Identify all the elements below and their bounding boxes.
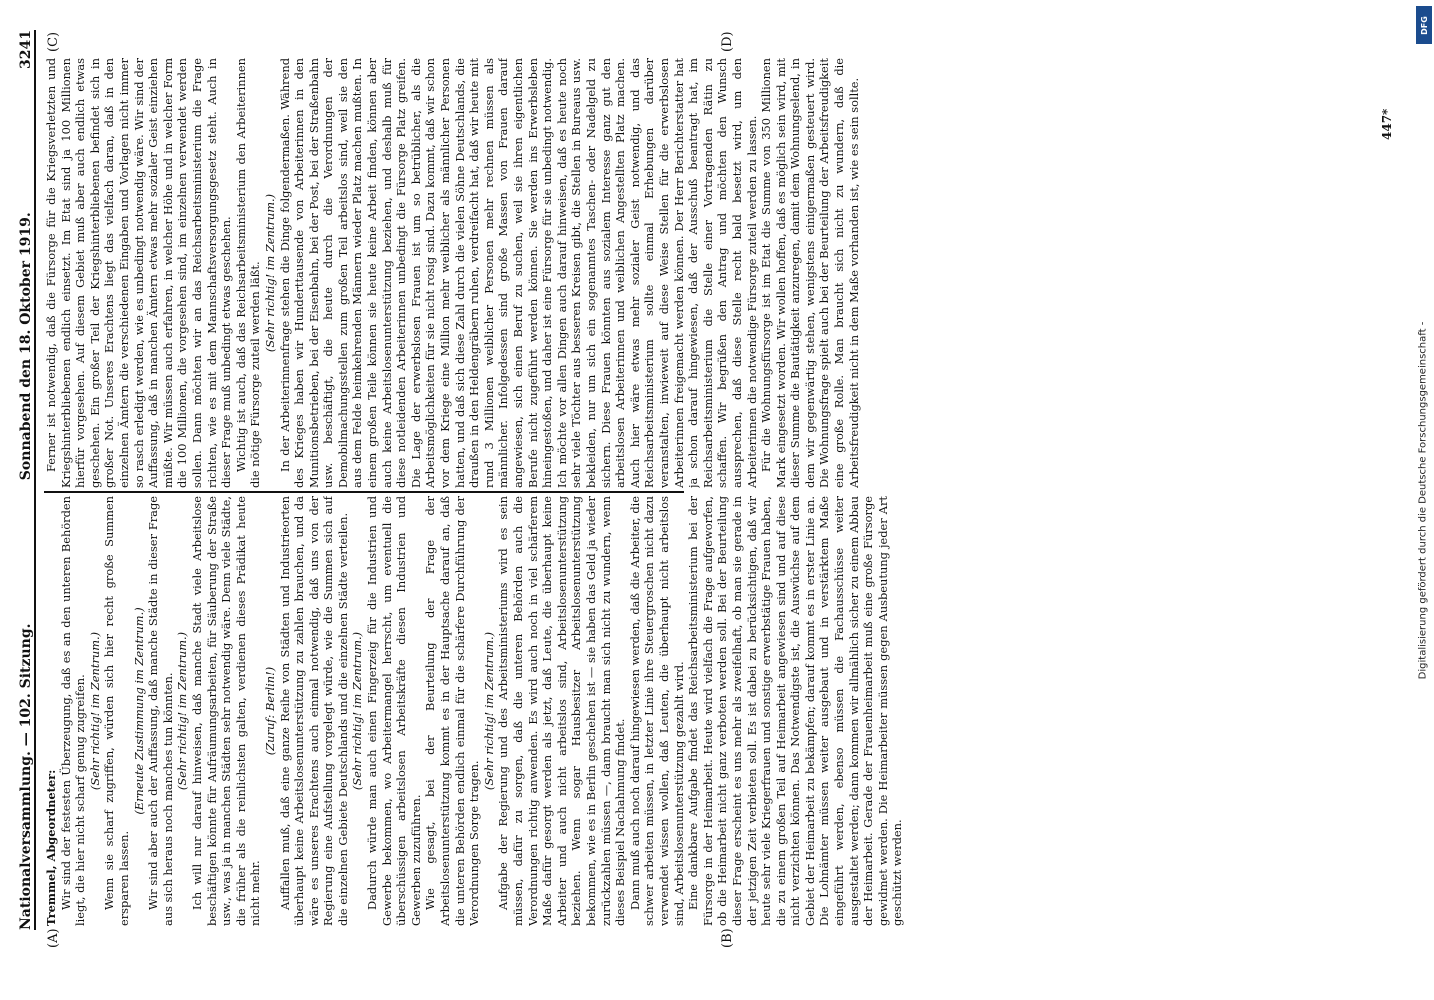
- paragraph: Wichtig ist auch, daß das Reichsarbeitsministerium den Arbeiterinnen die nötige Fürsorge zuteil werden läßt.: [233, 58, 263, 488]
- interjection: (Sehr richtig! im Zentrum.): [87, 631, 102, 791]
- page-number: 3241: [18, 30, 34, 69]
- paragraph: Aufgabe der Regierung und des Arbeitsministeriums wird es sein müssen, dafür zu sorgen, daß die unteren Behörden auch die Verordnungen richtig anwenden. Es wird auch noch in viel schärferem Maße dafür gesorgt werden als jetzt, daß Leute, die überhaupt keine Arbeiter und auch nicht arbeitslos sind, Arbeitslosenunterstützung beziehen. Wenn sogar Hausbesitzer Arbeitslosenunterstützung bekommen, wie es in Berlin geschehen ist — sie haben das Geld ja wieder zurückzahlen müssen —, dann braucht man sich nicht zu wundern, wenn dieses Beispiel Nachahmung findet.: [496, 496, 628, 926]
- header-left: Nationalversammlung. — 102. Sitzung.: [18, 623, 34, 930]
- paragraph: Wie gesagt, bei der Beurteilung der Frage der Arbeitslosenunterstützung kommt es in der Hauptsache darauf an, daß die unteren Behörden endlich einmal für die schärfere Durchführung der Verordnungen Sorge tragen.: [423, 496, 482, 926]
- margin-ref-a: (A): [46, 928, 61, 948]
- interjection: (Sehr richtig! im Zentrum.): [350, 631, 365, 791]
- digitization-note: Digitalisierung gefördert durch die Deutsche Forschungsgemeinschaft -: [1417, 321, 1429, 679]
- paragraph: Wir sind der festesten Überzeugung, daß es an den unteren Behörden liegt, die hier nicht scharf genug zugreifen.: [58, 496, 88, 926]
- paragraph: In der Arbeiterinnenfrage stehen die Dinge folgendermaßen. Während des Krieges haben wir Hunderttausende von Arbeiterinnen in den Munitionsbetrieben, bei der Eisenbahn, bei der Post, bei der Straßenbahn usw. beschäftigt, die heute durch die Verordnungen der Demobilmachungsstellen zum großen Teil arbeitslos sind, weil sie den aus dem Felde heimkehrenden Männern wieder Platz machen mußten. In einem großen Teile können sie heute keine Arbeit finden, können aber auch keine Arbeitslosenunterstützung beziehen, und deshalb muß für diese notleidenden Arbeiterinnen unbedingt die Fürsorge Platz greifen. Die Lage der erwerbslosen Frauen ist um so betrüblicher, als die Arbeitsmöglichkeiten für sie nicht rosig sind. Dazu kommt, daß wir schon vor dem Kriege eine Million mehr weiblicher als männlicher Personen hatten, und daß sich diese Zahl durch die vielen Söhne Deutschlands, die draußen in den Heldengräbern ruhen, verdreifacht hat, daß wir heute mit rund 3 Millionen weiblicher Personen mehr rechnen müssen als männlicher. Infolgedessen sind große Massen von Frauen darauf angewiesen, sich einen Beruf zu suchen, weil sie ihren eigentlichen Berufe nicht zugeführt werden können. Sie werden ins Erwerbsleben hineingestoßen, und daher ist eine Fürsorge für sie unbedingt notwendig. Ich möchte vor allen Dingen auch darauf hinweisen, daß es heute noch sehr viele Töchter aus besseren Kreisen gibt, die Stellen in Bureaus usw. bekleiden, nur um sich ein sogenanntes Taschen- oder Nadelgeld zu sichern. Diese Frauen könnten aus sozialem Interesse ganz gut den arbeitslosen Arbeiterinnen und weiblichen Angestellten Platz machen. Auch hier wäre etwas mehr sozialer Geist notwendig, und das Reichsarbeitsministerium sollte einmal Erhebungen darüber veranstalten, inwieweit auf diese Weise Stellen für die erwerbslosen Arbeiterinnen freigemacht werden können. Der Herr Berichterstatter hat ja schon darauf hingewiesen, daß der Ausschuß beantragt hat, im Reichsarbeitsministerium die Stelle einer Vortragenden Rätin zu schaffen. Wir begrüßen den Antrag und möchten den Wunsch aussprechen, daß diese Stelle recht bald besetzt wird, um den Arbeiterinnen die notwendige Fürsorge zuteil werden zu lassen.: [277, 58, 759, 488]
- digitization-sidebar: [1412, 0, 1434, 1000]
- interjection: (Sehr richtig! im Zentrum.): [175, 631, 190, 791]
- page-header: [8, 30, 36, 930]
- dfg-logo-text: DFG: [1419, 15, 1429, 35]
- header-date: Sonnabend den 18. Oktober 1919.: [18, 212, 34, 481]
- interjection: (Sehr richtig! im Zentrum.): [262, 193, 277, 353]
- page-mark: 447*: [1380, 108, 1394, 140]
- paragraph: Dann muß auch noch darauf hingewiesen werden, daß die Arbeiter, die schwer arbeiten müssen, in letzter Linie ihre Steuergroschen nicht dazu verwendet wissen wollen, daß Leuten, die überhaupt nicht arbeitslos sind, Arbeitslosenunterstützung gezahlt wird.: [627, 496, 686, 926]
- paragraph: Wenn sie scharf zugriffen, würden sich hier recht große Summen ersparen lassen.: [102, 496, 131, 926]
- left-column: [44, 496, 1374, 926]
- interjection: (Sehr richtig! im Zentrum.): [481, 631, 496, 791]
- paragraph: Auffallen muß, daß eine ganze Reihe von Städten und Industrieorten überhaupt keine Arbeitslosenunterstützung zu zahlen brauchen, und da wäre es unseres Erachtens auch einmal notwendig, daß uns von der Regierung eine Aufstellung vorgelegt würde, wie die Summen sich auf die einzelnen Gebiete Deutschlands und die einzelnen Städte verteilen.: [277, 496, 350, 926]
- margin-ref-c: (C): [46, 31, 61, 52]
- speaker-name: Tremmel, Abgeordneter:: [44, 769, 58, 926]
- paragraph: Ferner ist notwendig, daß die Fürsorge für die Kriegsverletzten und Kriegshinterbliebenen endlich einsetzt. Im Etat sind ja 100 Millionen hierfür vorgesehen. Auf diesem Gebiet muß aber auch endlich etwas geschehen. Ein großer Teil der Kriegshinterbliebenen befindet sich in großer Not. Unseres Erachtens liegt das vielfach daran, daß in den einzelnen Ämtern die verschiedenen Eingaben und Vorlagen nicht immer so rasch erledigt werden, wie es unbedingt notwendig wäre. Wir sind der Auffassung, daß in manchen Ämtern etwas mehr sozialer Geist einziehen müßte. Wir müssen auch erfahren, in welcher Höhe und in welcher Form die 100 Millionen, die vorgesehen sind, im einzelnen verwendet werden sollen. Dann möchten wir an das Reichsarbeitsministerium die Frage richten, wie es mit dem Mannschaftsversorgungsgesetz steht. Auch in dieser Frage muß unbedingt etwas geschehen.: [44, 58, 234, 488]
- margin-ref-b: (B): [720, 928, 735, 948]
- dfg-logo: [1416, 6, 1432, 44]
- column-divider: [44, 491, 684, 493]
- paragraph: Wir sind aber auch der Auffassung, daß manche Städte in dieser Frage aus sich heraus noch manches tun könnten.: [146, 496, 175, 926]
- paragraph: Ich will nur darauf hinweisen, daß manche Stadt viele Arbeitslose beschäftigen könnte für Aufräumungsarbeiten, für Säuberung der Straße usw., was ja in manchen Städten sehr notwendig wäre. Denn viele Städte, die früher als die reinlichsten galten, verdienen dieses Prädikat heute nicht mehr.: [189, 496, 263, 926]
- interjection: (Erneute Zustimmung im Zentrum.): [131, 607, 146, 815]
- right-column: [44, 58, 1374, 488]
- margin-ref-d: (D): [720, 31, 735, 52]
- paragraph: Eine dankbare Aufgabe findet das Reichsarbeitsministerium bei der Fürsorge in der Heimarbeit. Heute wird vielfach die Frage aufgeworfen, ob die Heimarbeit nicht ganz verboten werden soll. Bei der Beurteilung dieser Frage erscheint es uns mehr als zweifelhaft, ob man sie gerade in der jetzigen Zeit verbieten soll. Es ist dabei zu berücksichtigen, daß wir heute sehr viele Kriegerfrauen und sonstige erwerbstätige Frauen haben, die zu einem großen Teil auf Heimarbeit angewiesen sind und auf diese nicht verzichten können. Das Notwendigste ist, die Auswüchse auf dem Gebiet der Heimarbeit zu bekämpfen; darauf kommt es in erster Linie an. Die Lohnämter müssen weiter ausgebaut und in verstärktem Maße eingeführt werden, ebenso müssen die Fachausschüsse weiter ausgestaltet werden; dann kommen wir allmählich sicher zu einem Abbau der Heimarbeit. Gerade der Frauenheimarbeit muß eine große Fürsorge gewidmet werden. Die Heimarbeiter müssen gegen Ausbeutung jeder Art geschützt werden.: [686, 496, 905, 926]
- interjection: (Zuruf: Berlin!): [262, 666, 277, 756]
- paragraph: Für die Wohnungsfürsorge ist im Etat die Summe von 350 Millionen Mark eingesetzt worden. Wir wollen hoffen, daß es möglich sein wird, mit dieser Summe die Bautätigkeit anzuregen, damit dem Wohnungselend, in dem wir gegenwärtig stehen, wenigstens einigermaßen gesteuert wird. Die Wohnungsfrage spielt auch bei der Beurteilung der Arbeitsfreudigkeit eine große Rolle. Man braucht sich nicht zu wundern, daß die Arbeitsfreudigkeit nicht in dem Maße vorhanden ist, wie es sein sollte.: [759, 58, 861, 488]
- paragraph: Dadurch würde man auch einen Fingerzeig für die Industrien und Gewerbe bekommen, wo Arbeitermangel herrscht, um eventuell die überschüssigen arbeitslosen Arbeitskräfte diesen Industrien und Gewerben zuzuführen.: [365, 496, 423, 926]
